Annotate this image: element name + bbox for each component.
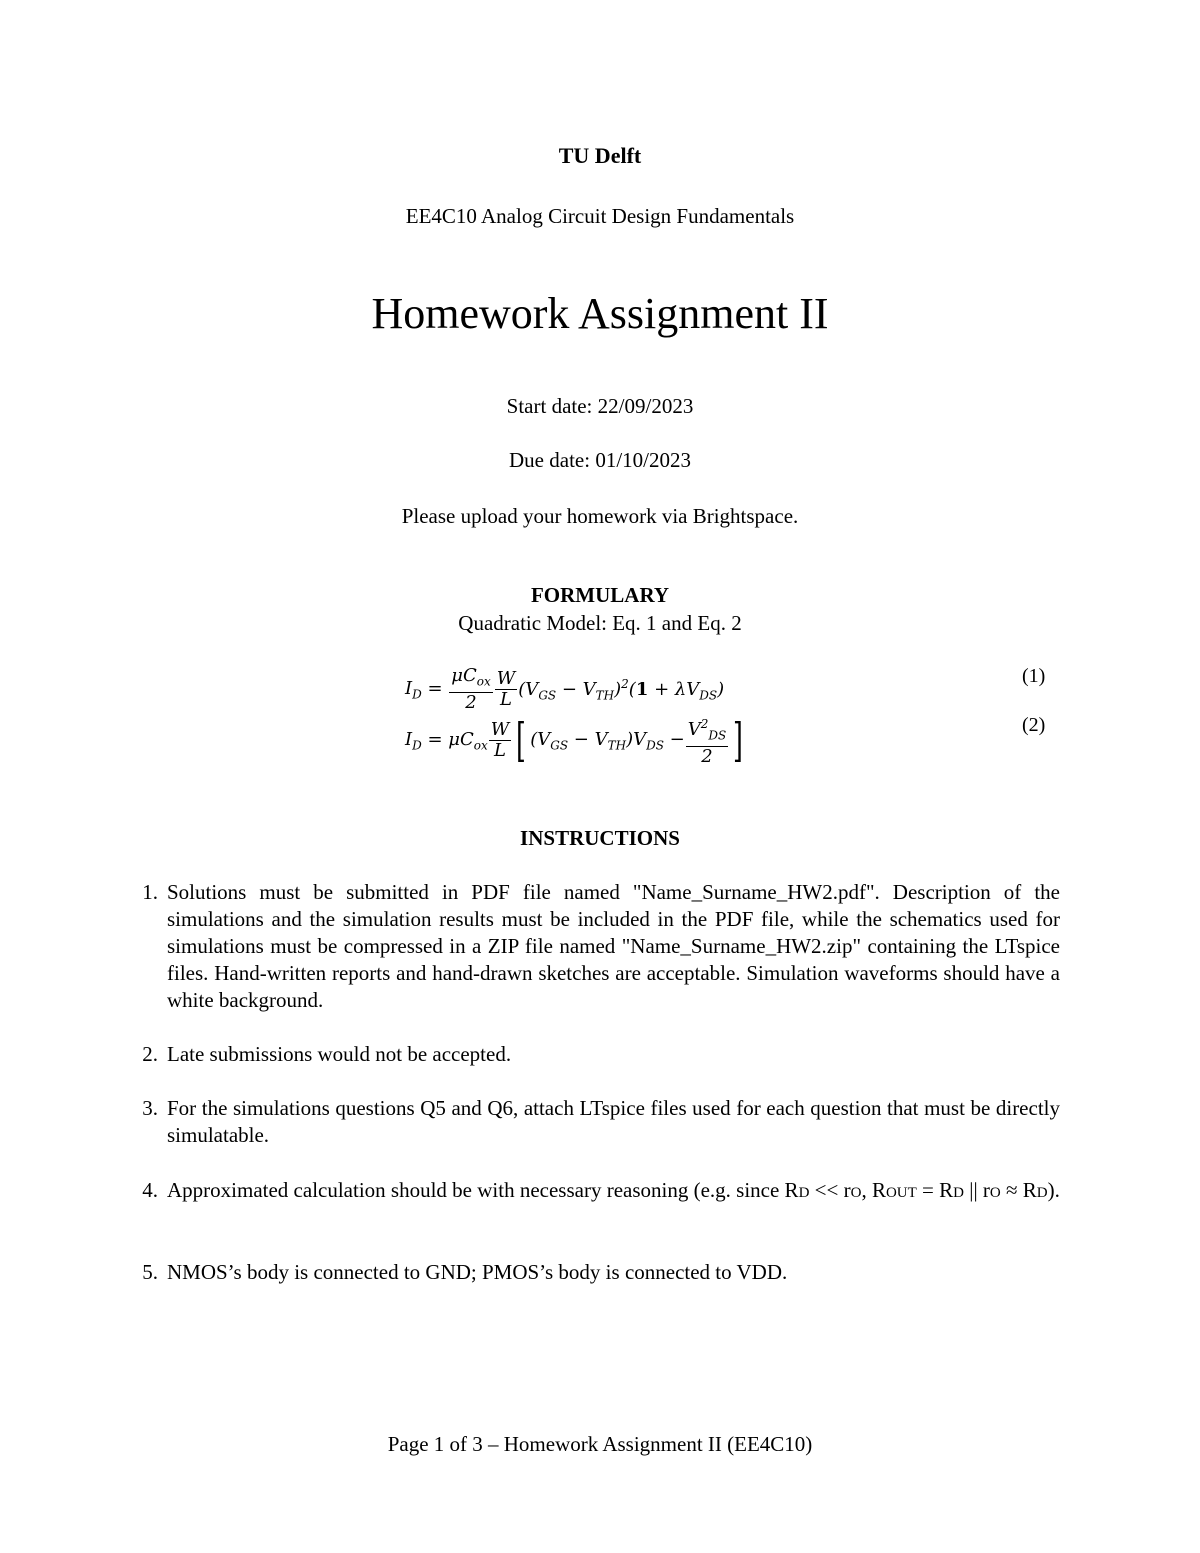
formulary-heading: FORMULARY [530,583,670,607]
list-item-text: Solutions must be submitted in PDF file named "Name_Surname_HW2.pdf". Description of the simulations and the simulation results must be included in the PDF file, while the schematics used for simulations must be compressed in a ZIP file named "Name_Surname_HW2.zip" containing the LTspice files. Hand-written reports and hand-drawn sketches are acceptable. Simulation waveforms should have a white background. [167,880,1060,1012]
list-item-number: 3. [142,1096,158,1120]
list-item-text: Approximated calculation should be with necessary reasoning (e.g. since RD << rO, ROUT = RD || rO ≈ RD). [167,1178,1060,1202]
list-item-text: Late submissions would not be accepted. [167,1042,512,1066]
course-name: EE4C10 Analog Circuit Design Fundamentals [405,204,795,228]
equation-2-number: (2) [1022,714,1046,736]
start-date: Start date: 22/09/2023 [506,394,694,418]
instructions-heading: INSTRUCTIONS [520,826,680,850]
equation-1: $I_D$ = $\frac{\mu C_{ox}}{2}$ $\frac{W}{L}$ $(V_{GS} - V_{TH})^2(1 + \lambda V_{DS})$ [405,665,725,713]
list-item-text: For the simulations questions Q5 and Q6, attach LTspice files used for each question that must be directly simulatable. [167,1096,1060,1147]
page-footer: Page 1 of 3 – Homework Assignment II (EE4C10) [387,1432,813,1456]
document-title: Homework Assignment II [371,289,829,338]
list-item-number: 1. [142,880,158,904]
formulary-subtitle: Quadratic Model: Eq. 1 and Eq. 2 [458,611,742,635]
list-item-number: 2. [142,1042,158,1066]
list-item-text: NMOS’s body is connected to GND; PMOS’s body is connected to VDD. [167,1260,788,1284]
list-item-number: 4. [142,1178,158,1202]
due-date: Due date: 01/10/2023 [509,448,691,472]
equation-1-number: (1) [1022,665,1046,687]
upload-note: Please upload your homework via Brightspace. [401,504,799,528]
university-name: TU Delft [558,143,642,168]
equation-2: $I_D = \mu C_{ox}$ $\frac{W}{L}$ [ $(V_{GS} - V_{TH})V_{DS}$ − $\frac{V^2_{DS}}{2}$ ] [405,713,744,768]
list-item-number: 5. [142,1260,158,1284]
